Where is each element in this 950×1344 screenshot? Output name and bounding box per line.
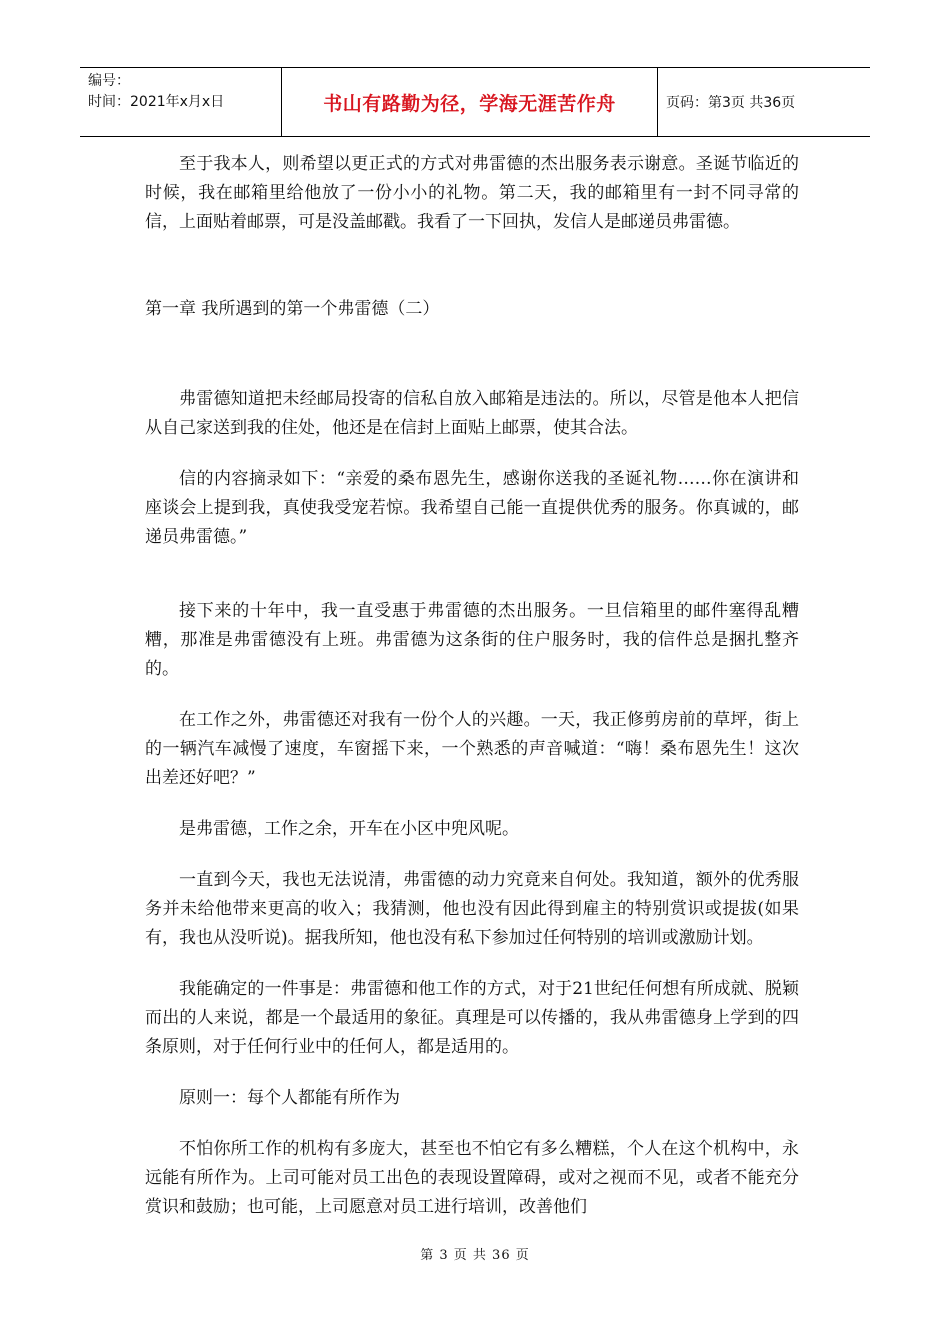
header-motto: 书山有路勤为径，学海无涯苦作舟	[282, 68, 658, 136]
paragraph: 在工作之外，弗雷德还对我有一份个人的兴趣。一天，我正修剪房前的草坪，街上的一辆汽车减慢了速度，车窗摇下来，一个熟悉的声音喊道：“嗨！桑布恩先生！这次出差还好吧？”	[145, 710, 799, 788]
document-body	[145, 150, 799, 1222]
chapter-heading: 第一章 我所遇到的第一个弗雷德（二）	[145, 299, 440, 319]
paragraph: 至于我本人，则希望以更正式的方式对弗雷德的杰出服务表示谢意。圣诞节临近的时候，我在邮箱里给他放了一份小小的礼物。第二天，我的邮箱里有一封不同寻常的信，上面贴着邮票，可是没盖邮戳。我看了一下回执，发信人是邮递员弗雷德。	[145, 154, 799, 232]
header-page-code: 页码：第3页 共36页	[666, 95, 796, 111]
paragraph: 接下来的十年中，我一直受惠于弗雷德的杰出服务。一旦信箱里的邮件塞得乱糟糟，那准是弗雷德没有上班。弗雷德为这条街的住户服务时，我的信件总是捆扎整齐的。	[145, 601, 799, 679]
document-header	[80, 67, 870, 137]
paragraph: 不怕你所工作的机构有多庞大，甚至也不怕它有多么糟糕，个人在这个机构中，永远能有所作为。上司可能对员工出色的表现设置障碍，或对之视而不见，或者不能充分赏识和鼓励；也可能，上司愿意对员工进行培训，改善他们	[145, 1139, 799, 1217]
paragraph: 一直到今天，我也无法说清，弗雷德的动力究竟来自何处。我知道，额外的优秀服务并未给他带来更高的收入；我猜测，他也没有因此得到雇主的特别赏识或提拔(如果有，我也从没听说)。据我所知，他也没有私下参加过任何特别的培训或激励计划。	[145, 870, 799, 948]
principle-heading: 原则一：每个人都能有所作为	[179, 1088, 400, 1108]
paragraph: 我能确定的一件事是：弗雷德和他工作的方式，对于21世纪任何想有所成就、脱颖而出的人来说，都是一个最适用的象征。真理是可以传播的，我从弗雷德身上学到的四条原则，对于任何行业中的任何人，都是适用的。	[145, 979, 799, 1057]
paragraph: 弗雷德知道把未经邮局投寄的信私自放入邮箱是违法的。所以，尽管是他本人把信从自己家送到我的住处，他还是在信封上面贴上邮票，使其合法。	[145, 389, 799, 438]
page-footer: 第 3 页 共 36 页	[420, 1248, 530, 1263]
paragraph: 信的内容摘录如下：“亲爱的桑布恩先生，感谢你送我的圣诞礼物……你在演讲和座谈会上提到我，真使我受宠若惊。我希望自己能一直提供优秀的服务。你真诚的，邮递员弗雷德。”	[145, 469, 799, 547]
paragraph: 是弗雷德，工作之余，开车在小区中兜风呢。	[179, 819, 519, 839]
time-label: 时间：2021年x月x日	[88, 94, 225, 110]
header-meta	[80, 68, 282, 136]
number-label: 编号：	[88, 73, 130, 89]
